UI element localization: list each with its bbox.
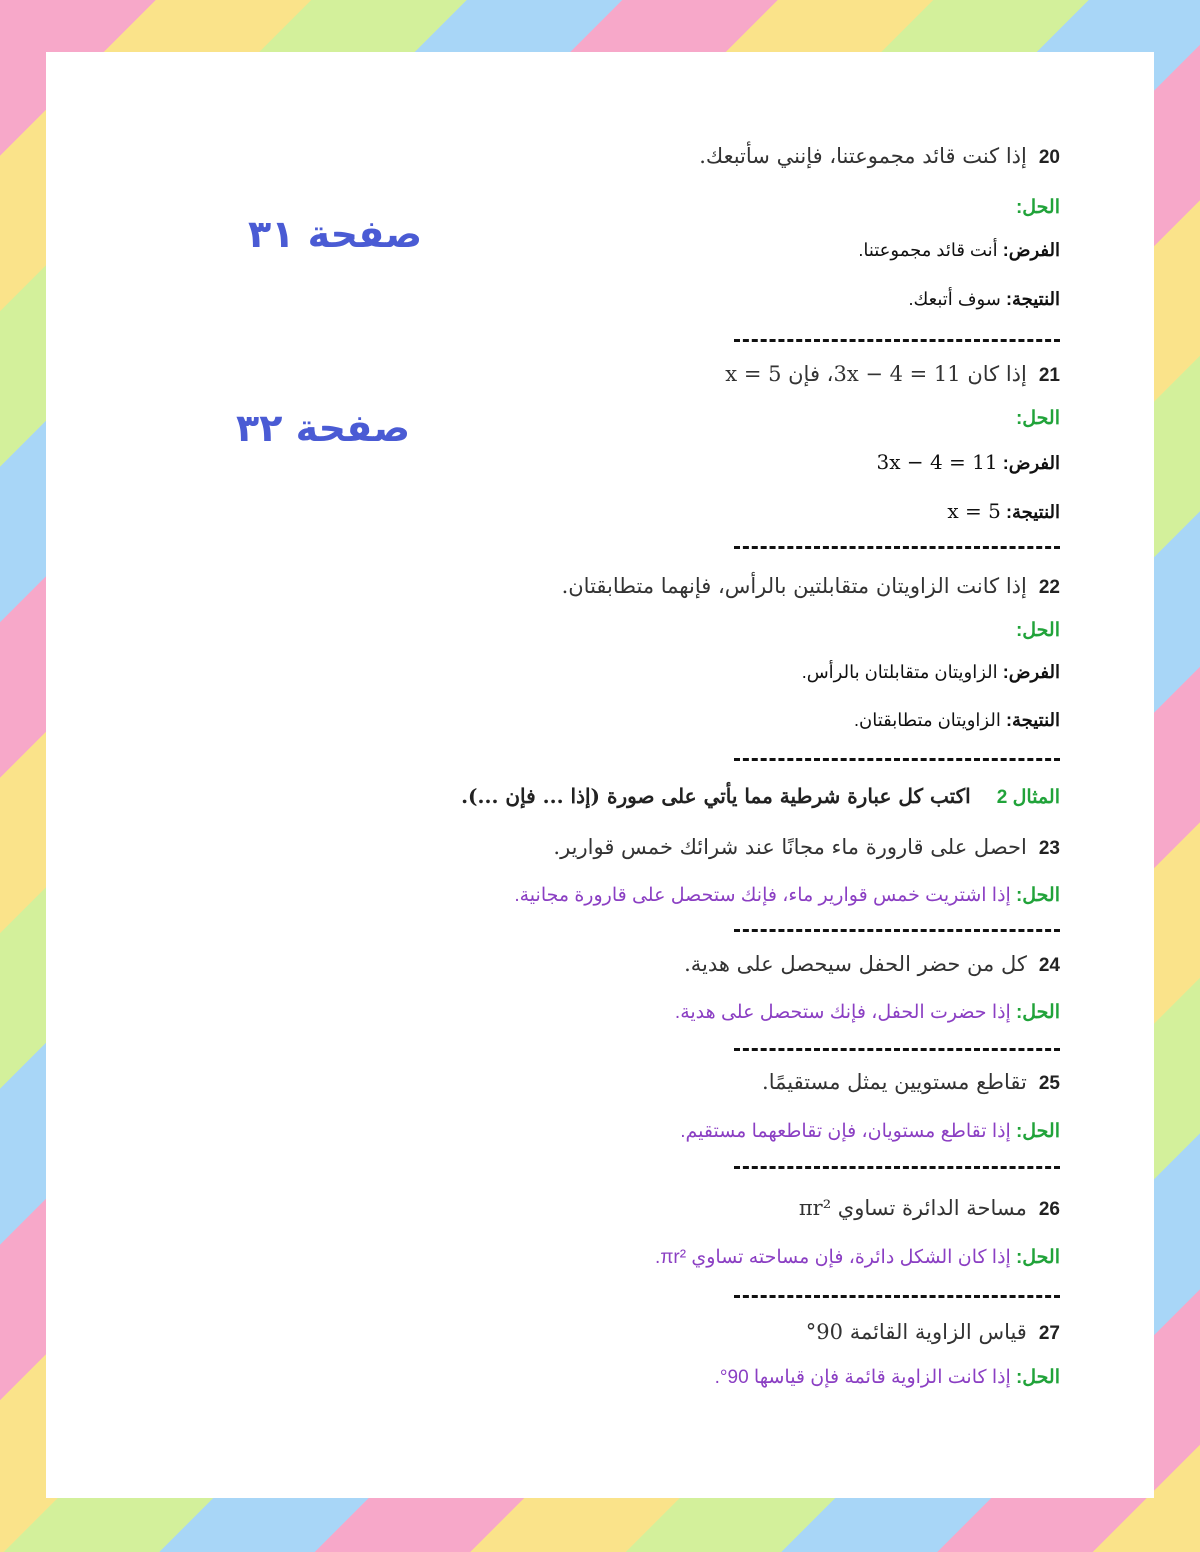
question-text: مساحة الدائرة تساوي πr² [798,1196,1027,1220]
question-23 [553,835,1060,860]
question-text: إذا كانت الزاويتان متقابلتين بالرأس، فإنهما متطابقتان. [561,574,1027,598]
conclusion-label: النتيجة: [1005,502,1060,522]
answer-text: إذا حضرت الحفل، فإنك ستحصل على هدية. [674,1002,1011,1023]
hypothesis-label: الفرض: [1002,662,1060,682]
question-26 [799,1196,1060,1221]
answer-line [514,884,1060,907]
example-badge: المثال 2 [996,787,1060,808]
question-number: 25 [1038,1073,1060,1094]
question-number: 22 [1038,577,1060,598]
hypothesis-value: 3x − 4 = 11 [876,450,998,474]
question-number: 24 [1038,955,1060,976]
question-27 [806,1320,1060,1345]
answer-text: إذا كان الشكل دائرة، فإن مساحته تساوي πr². [655,1247,1011,1268]
conclusion-line [854,710,1060,731]
solution-label: الحل: [1015,197,1060,218]
conclusion-value: x = 5 [947,499,1001,523]
answer-text: إذا اشتريت خمس قوارير ماء، فإنك ستحصل على قارورة مجانية. [514,885,1011,906]
conclusion-value: الزاويتان متطابقتان. [854,710,1001,730]
solution-label: الحل: [1015,885,1060,906]
question-number: 21 [1038,365,1060,386]
question-number: 27 [1038,1323,1060,1344]
answer-text: إذا تقاطع مستويان، فإن تقاطعهما مستقيم. [680,1121,1011,1142]
dashed-divider [734,1048,1060,1051]
hypothesis-label: الفرض: [1002,453,1060,473]
hypothesis-value: أنت قائد مجموعتنا. [858,240,998,260]
question-24 [684,952,1060,977]
question-number: 23 [1038,838,1060,859]
question-text: إذا كان 11 = 3x − 4، فإن x = 5 [725,362,1027,386]
conclusion-label: النتيجة: [1005,710,1060,730]
page-sheet [46,52,1154,1498]
hypothesis-label: الفرض: [1002,240,1060,260]
question-text: احصل على قارورة ماء مجانًا عند شرائك خمس قوارير. [553,835,1027,859]
question-20 [699,144,1060,169]
conclusion-line [909,289,1060,310]
page-label-31: صفحة ٣١ [248,212,423,256]
solution-label: الحل: [1015,1121,1060,1142]
question-number: 26 [1038,1199,1060,1220]
question-22 [562,574,1060,599]
question-number: 20 [1038,147,1060,168]
example-heading [461,784,1060,809]
dashed-divider [734,546,1060,549]
dashed-divider [734,758,1060,761]
solution-label: الحل: [1015,1247,1060,1268]
answer-line [655,1246,1060,1269]
answer-line [715,1366,1060,1389]
dashed-divider [734,1166,1060,1169]
example-instruction: اكتب كل عبارة شرطية مما يأتي على صورة (إذا ... فإن ...). [461,784,971,808]
answer-text: إذا كانت الزاوية قائمة فإن قياسها 90°. [714,1367,1011,1388]
hypothesis-line [802,662,1060,683]
question-text: قياس الزاوية القائمة 90° [805,1320,1027,1344]
hypothesis-value: الزاويتان متقابلتان بالرأس. [801,662,998,682]
question-21 [725,362,1060,387]
page-label-32: صفحة ٣٢ [236,406,411,450]
answer-line [680,1120,1060,1143]
conclusion-line [947,499,1060,523]
solution-label: الحل: [1015,1002,1060,1023]
dashed-divider [734,929,1060,932]
question-text: كل من حضر الحفل سيحصل على هدية. [684,952,1027,976]
dashed-divider [734,339,1060,342]
question-25 [762,1070,1060,1095]
answer-line [675,1001,1060,1024]
question-text: تقاطع مستويين يمثل مستقيمًا. [762,1070,1027,1094]
conclusion-value: سوف أتبعك. [908,289,1001,309]
hypothesis-line [858,240,1060,261]
conclusion-label: النتيجة: [1005,289,1060,309]
hypothesis-line [877,450,1061,474]
solution-label: الحل: [1015,620,1060,641]
solution-label: الحل: [1015,408,1060,429]
solution-label: الحل: [1015,1367,1060,1388]
question-text: إذا كنت قائد مجموعتنا، فإنني سأتبعك. [699,144,1027,168]
dashed-divider [734,1295,1060,1298]
